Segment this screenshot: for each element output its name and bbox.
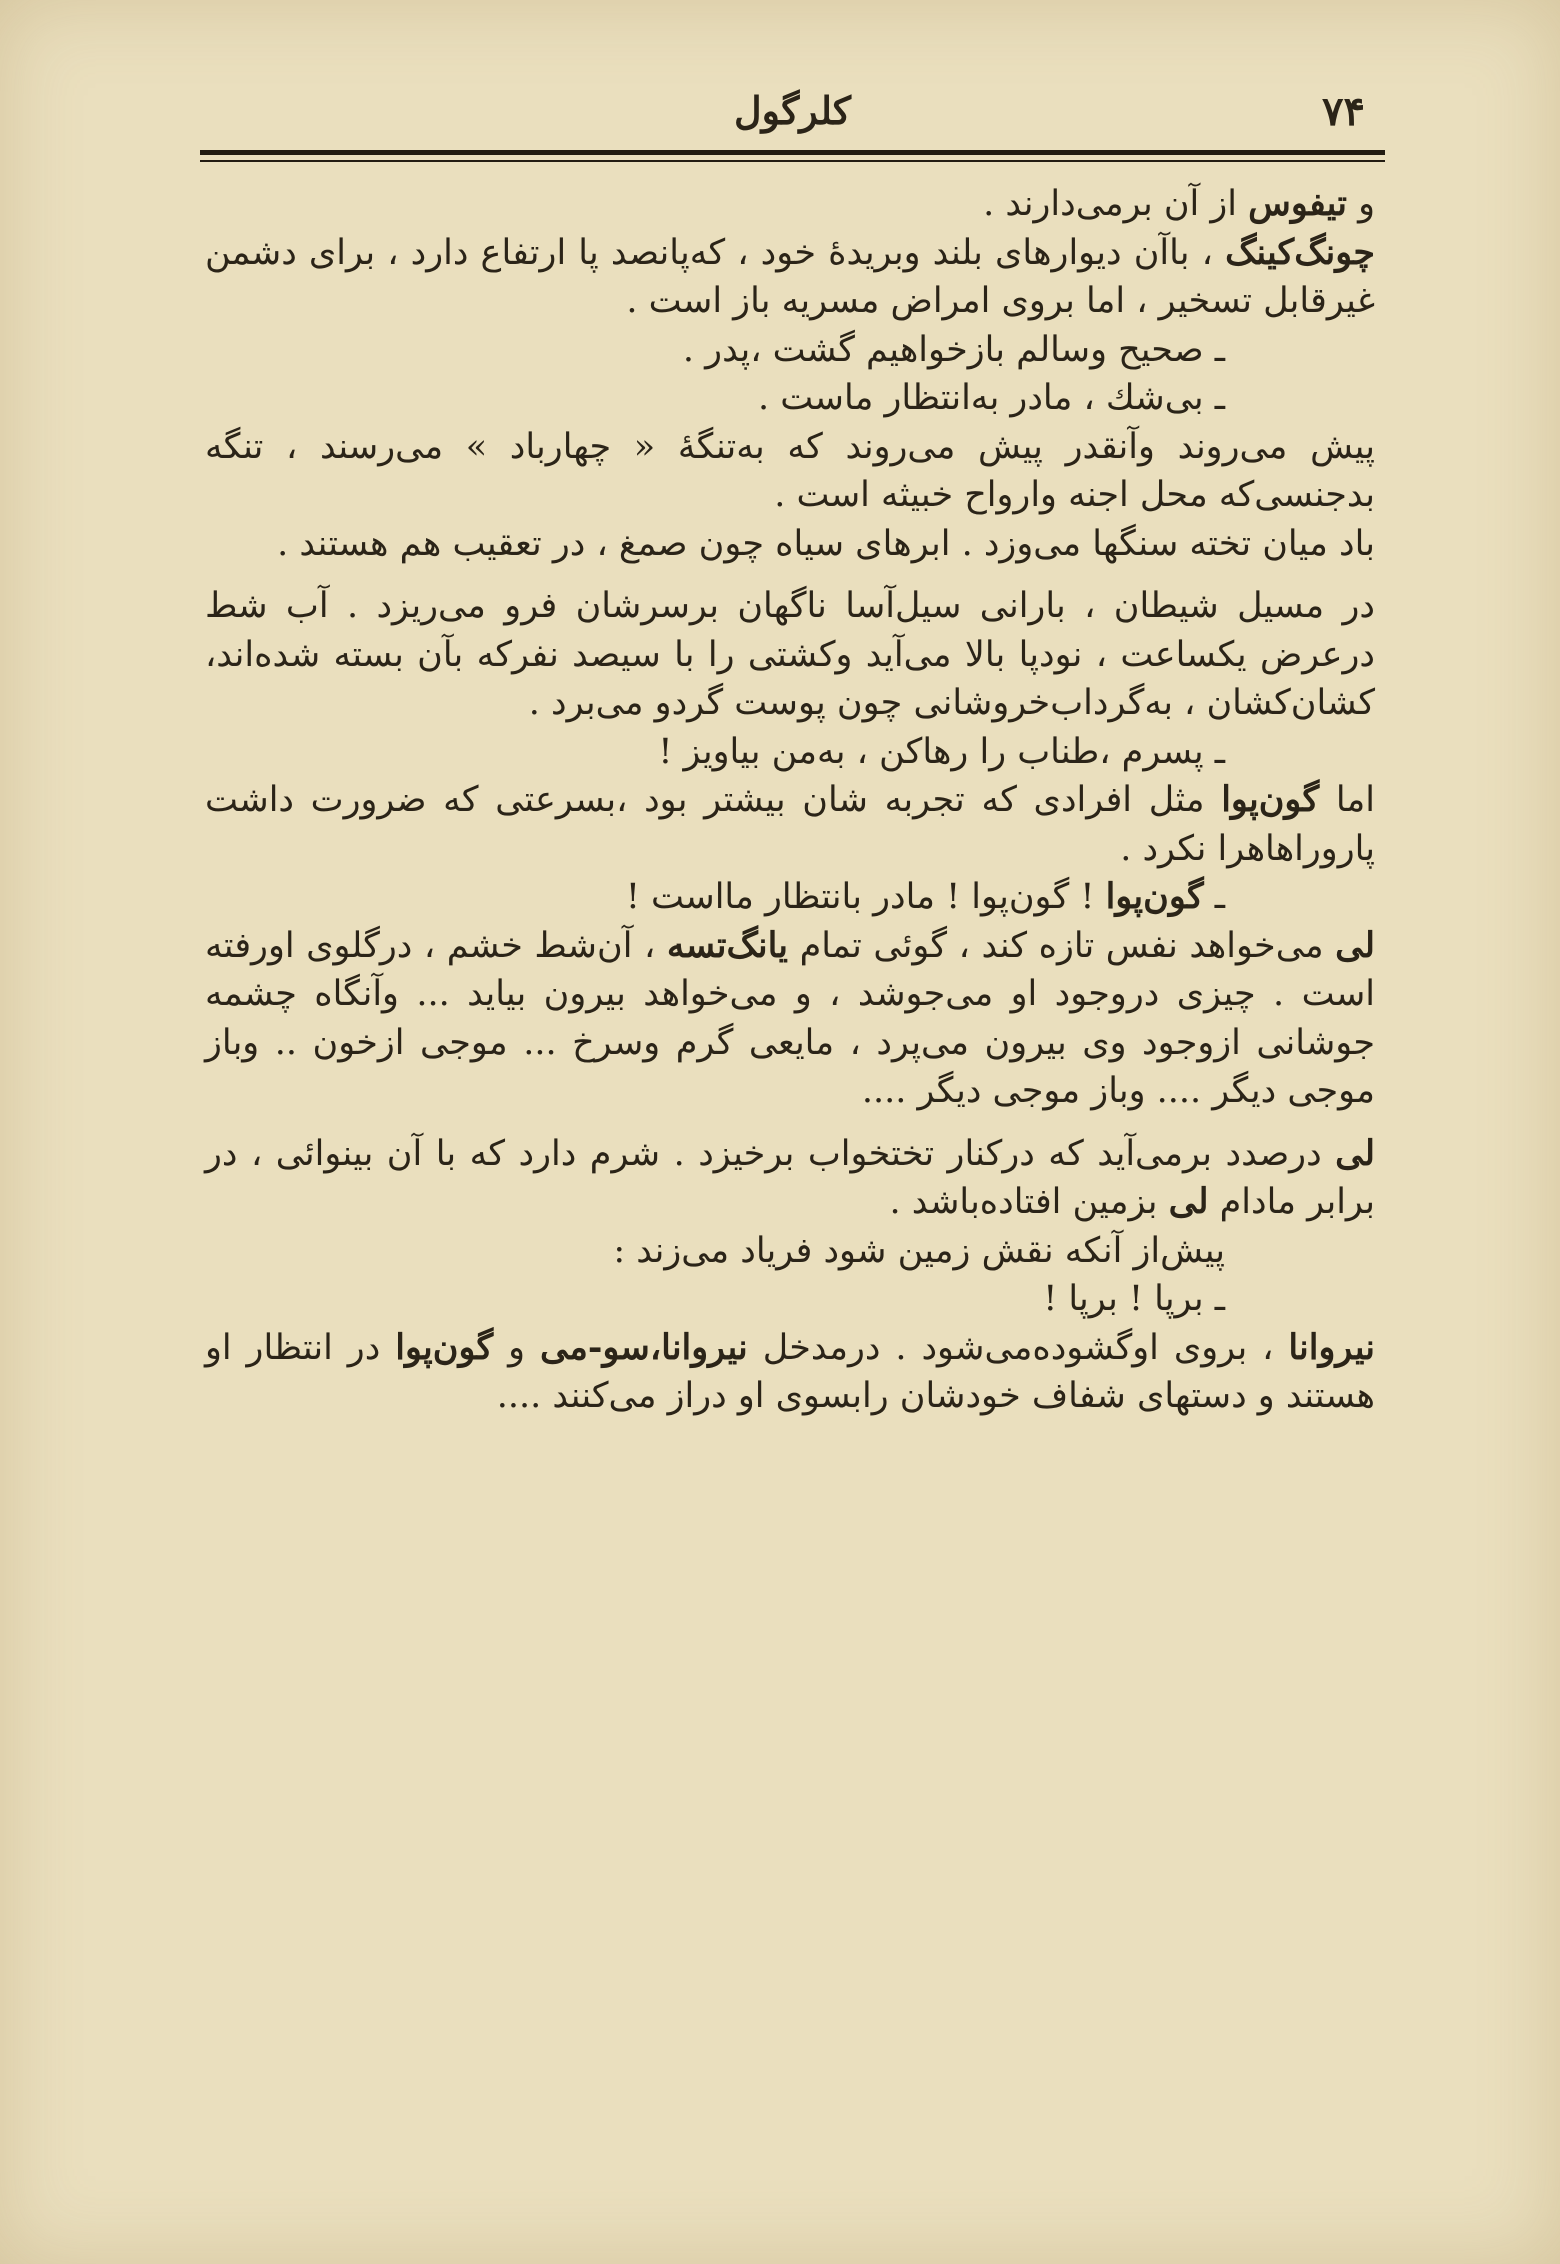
text-run: ، باآن دیوارهای بلند وبریدهٔ خود ، که‌پانصد پا ارتفاع دارد ، برای دشمن غیرقابل تسخیر ، اما بروی امراض مسریه باز است .: [205, 232, 1375, 321]
header-rule-thick: [200, 150, 1385, 155]
running-title: کلرگول: [734, 88, 851, 133]
bold-name: لی: [1335, 1132, 1375, 1174]
text-run: مثل افرادی که تجربه شان بیشتر بود ،بسرعتی که ضرورت داشت پاروراهاهرا نکرد .: [205, 780, 1375, 869]
text-run: درصدد برمی‌آید که درکنار تختخواب برخیزد . شرم دارد که با آن بینوائی ، در برابر مادام: [205, 1133, 1375, 1222]
page-header: [200, 70, 1385, 160]
bold-name: گون‌پوا: [1221, 779, 1320, 820]
paragraph: [205, 1275, 1375, 1324]
paragraph: [205, 423, 1375, 520]
bold-name: نیروانا: [1288, 1326, 1376, 1368]
paragraph: [205, 922, 1375, 1116]
bold-name: لی: [1335, 924, 1375, 966]
paragraph: [205, 873, 1375, 922]
text-run: بزمین افتاده‌باشد .: [889, 1182, 1169, 1222]
paragraph: [205, 180, 1375, 229]
header-rule-thin: [200, 160, 1385, 162]
text-run: ـ: [1203, 877, 1225, 917]
text-run: ـ برپا ! برپا !: [1043, 1279, 1225, 1319]
text-run: ، آن‌شط خشم ، درگلوی اورفته است . چیزی دروجود او می‌جوشد ، و می‌خواهد بیرون بیاید ... وآنگاه چشمه جوشانی ازوجود وی بیرون می‌پرد ، مایعی گرم وسرخ ... موجی ازخون .. وباز موجی دیگر .... وباز موجی دیگر ....: [205, 925, 1375, 1111]
page-number: ۷۴: [1322, 88, 1365, 135]
paragraph: [205, 1130, 1375, 1227]
text-run: می‌خواهد نفس تازه کند ، گوئی تمام: [788, 925, 1336, 966]
bold-name: چونگ‌کینگ: [1225, 231, 1375, 273]
paragraph: [205, 1227, 1375, 1276]
bold-name: لی: [1168, 1181, 1209, 1222]
text-run: ـ صحیح وسالم بازخواهیم گشت ،پدر .: [682, 329, 1225, 370]
paragraph: [205, 582, 1375, 728]
text-run: باد میان تخته سنگها می‌وزد . ابرهای سیاه چون صمغ ، در تعقیب هم هستند .: [277, 523, 1375, 564]
text-run: از آن برمی‌دارند .: [983, 184, 1249, 224]
text-run: و: [1346, 184, 1375, 224]
body-text: [205, 180, 1375, 1421]
text-run: در مسیل شیطان ، بارانی سیل‌آسا ناگهان برسرشان فرو می‌ریزد . آب شط درعرض یکساعت ، نودپا بالا می‌آید وکشتی را با سیصد نفرکه بآن بسته شده‌اند، کشان‌کشان ، به‌گرداب‌خروشانی چون پوست گردو می‌برد .: [205, 586, 1375, 723]
paragraph: [205, 776, 1375, 873]
bold-name: تیفوس: [1248, 183, 1347, 224]
bold-name: گون‌پوا: [395, 1326, 494, 1368]
bold-name: گون‌پوا: [1105, 876, 1204, 917]
bold-name: نیروانا،سو-می: [540, 1326, 748, 1368]
paragraph: [205, 1324, 1375, 1421]
text-run: ـ بی‌شك ، مادر به‌انتظار ماست .: [758, 378, 1225, 418]
text-run: ـ پسرم ،طناب را رهاکن ، به‌من بیاویز !: [658, 731, 1225, 772]
paragraph: [205, 326, 1375, 375]
paragraph: [205, 520, 1375, 569]
text-run: ، بروی اوگشوده‌می‌شود . درمدخل: [747, 1327, 1289, 1368]
text-run: ! گون‌پوا ! مادر بانتظار مااست !: [625, 877, 1106, 917]
text-run: در انتظار او هستند و دستهای شفاف خودشان رابسوی او دراز می‌کنند ....: [205, 1327, 1375, 1416]
text-run: پیش می‌روند وآنقدر پیش می‌روند که به‌تنگهٔ « چهارباد » می‌رسند ، تنگه بدجنسی‌که محل اجنه وارواح خبیثه است .: [205, 426, 1375, 515]
paragraph: [205, 374, 1375, 423]
text-run: اما: [1319, 780, 1375, 820]
text-run: پیش‌از آنکه نقش زمین شود فریاد می‌زند :: [613, 1230, 1225, 1271]
paragraph: [205, 728, 1375, 777]
paragraph: [205, 229, 1375, 326]
text-run: و: [493, 1327, 540, 1368]
bold-name: یانگ‌تسه: [666, 924, 789, 966]
